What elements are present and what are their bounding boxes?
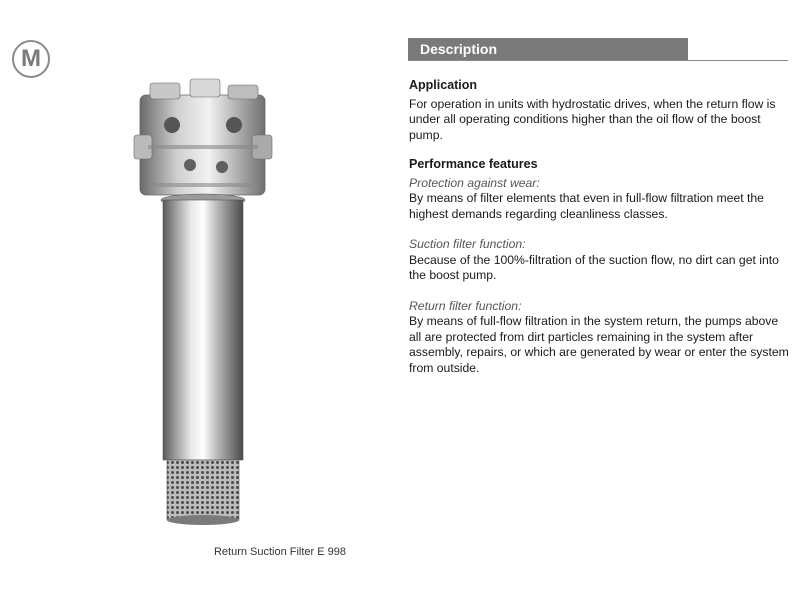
application-text: For operation in units with hydrostatic drives, when the return flow is under all operating conditions higher than the oil flow of the boost pump. [409, 96, 776, 142]
figure-caption: Return Suction Filter E 998 [213, 546, 347, 558]
application-heading: Application [409, 78, 478, 92]
feature-text: By means of full-flow filtration in the system return, the pumps above all are protected from dirt particles remaining in the system after assembly, repairs, or which are generated by wear or enter the system from outside. [409, 314, 789, 375]
description-section-header [408, 38, 788, 61]
description-content [409, 78, 789, 376]
performance-heading: Performance features [409, 157, 538, 171]
filter-product-image [130, 75, 280, 530]
feature-title: Return filter function: [409, 298, 522, 313]
feature-title: Protection against wear: [409, 175, 540, 190]
description-title: Description [408, 38, 688, 60]
brand-logo: M [12, 40, 50, 78]
feature-text: By means of filter elements that even in full-flow filtration meet the highest demands regarding cleanliness classes. [409, 191, 764, 221]
feature-title: Suction filter function: [409, 237, 526, 251]
feature-text: Because of the 100%-filtration of the suction flow, no dirt can get into the boost pump. [409, 252, 779, 282]
